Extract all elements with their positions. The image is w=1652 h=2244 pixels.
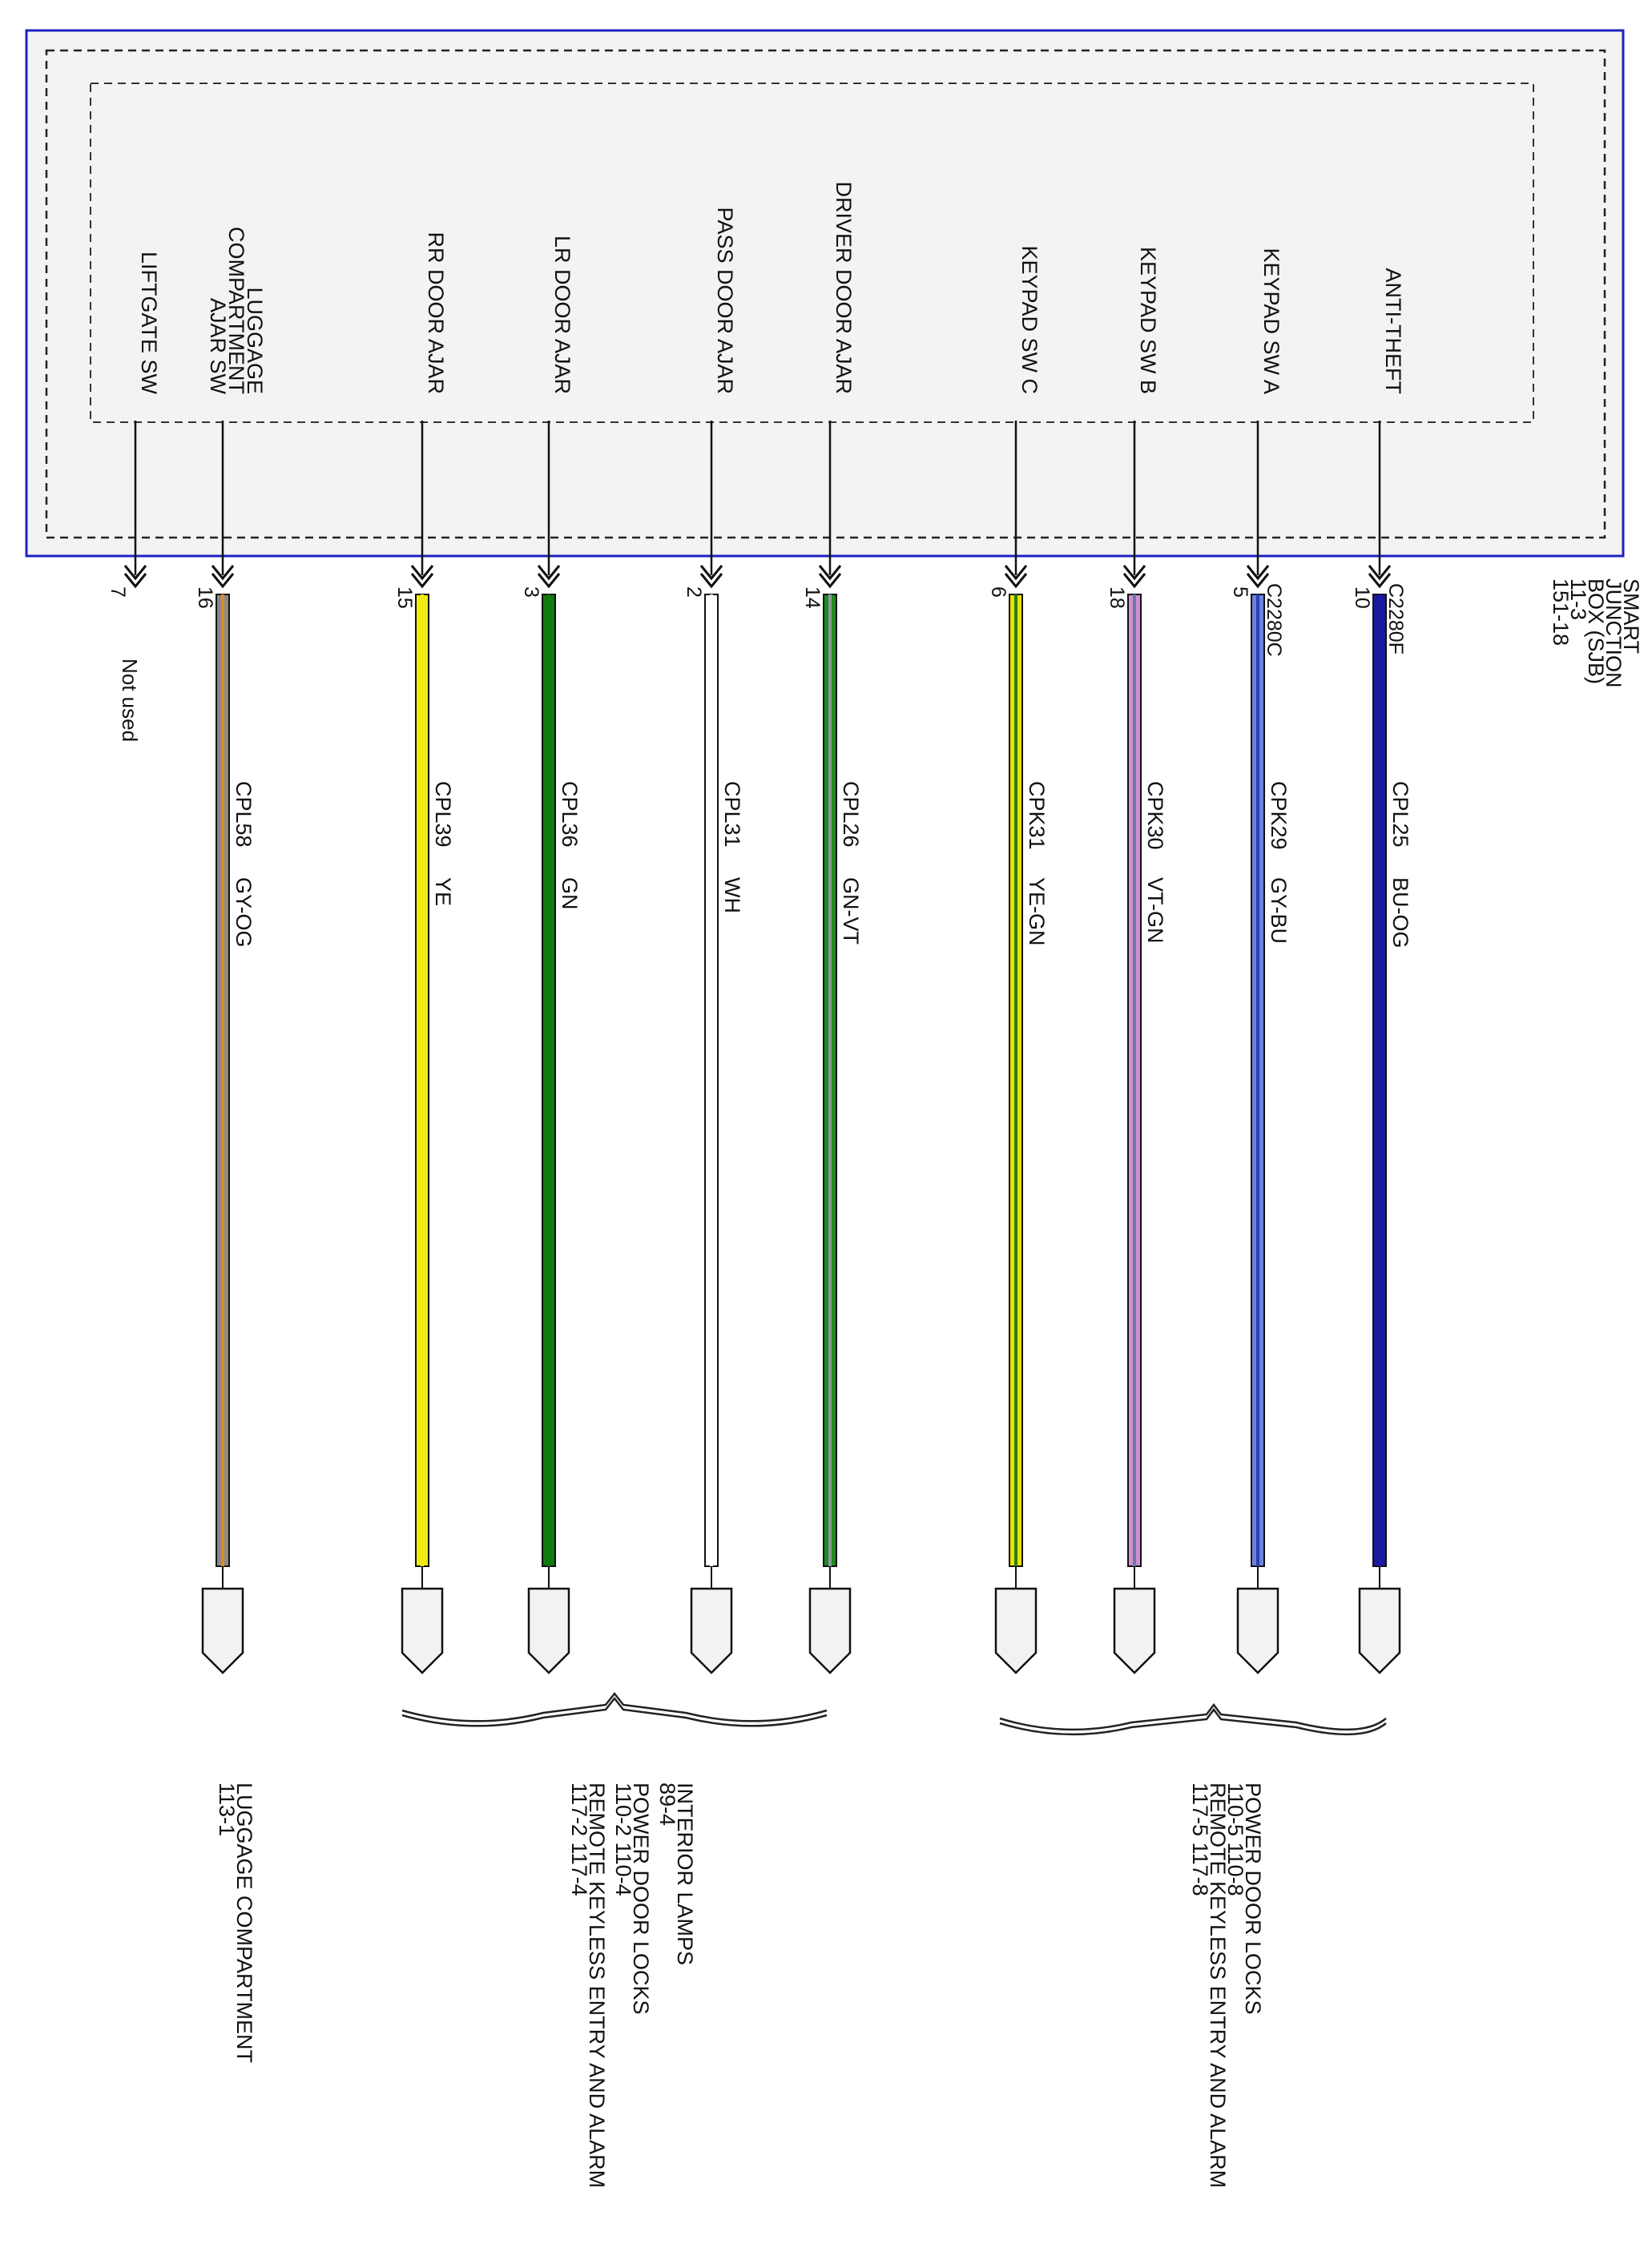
destination-line: REMOTE KEYLESS ENTRY AND ALARM [585, 1783, 609, 2189]
destination-line: 117-2 117-4 [567, 1783, 591, 1896]
function-label: RR DOOR AJAR [424, 232, 448, 394]
destination-line: 110-2 110-4 [611, 1783, 635, 1896]
wire-color: YE [431, 877, 455, 907]
pin-number: 2 [683, 586, 705, 598]
circuit-id: CPL25 [1388, 781, 1412, 848]
function-label: LR DOOR AJAR [550, 235, 574, 394]
wire-stripe [828, 594, 832, 1566]
pin-number: 15 [393, 586, 416, 609]
pin-number: 18 [1106, 586, 1128, 609]
wire-color: WH [720, 877, 744, 913]
destination-line: REMOTE KEYLESS ENTRY AND ALARM [1206, 1783, 1230, 2189]
circuit-id: CPL58 [232, 781, 256, 848]
function-label: DRIVER DOOR AJAR [832, 181, 856, 394]
function-label: KEYPAD SW A [1259, 248, 1283, 394]
wire-color: GY-BU [1267, 877, 1291, 945]
pin-number: 5 [1229, 586, 1251, 598]
wire-stripe [1256, 594, 1259, 1566]
circuit-id: CPK29 [1267, 781, 1291, 850]
pin-number: 7 [107, 586, 129, 598]
destination-group-middle [567, 1783, 697, 2188]
destination-line: 117-5 117-8 [1188, 1783, 1212, 1896]
function-label: PASS DOOR AJAR [713, 207, 737, 394]
wire-stripe [1378, 594, 1381, 1566]
pin-number: 14 [801, 586, 824, 609]
destination-group-right [1188, 1783, 1265, 2188]
wire-stripe [1014, 594, 1017, 1566]
terminal-icon [810, 1589, 850, 1673]
terminal-icon [203, 1589, 243, 1673]
wire-stripe [221, 594, 224, 1566]
pin-number: 3 [520, 586, 542, 598]
not-used-label: Not used [118, 659, 142, 743]
destination-line: 89-4 [655, 1783, 679, 1827]
sjb-label [1549, 578, 1643, 688]
destination-line: POWER DOOR LOCKS [1241, 1783, 1265, 2015]
pin-number: 10 [1351, 586, 1373, 609]
circuit-id: CPK31 [1025, 781, 1049, 850]
circuit-id: CPL39 [431, 781, 455, 848]
pin-number: 16 [194, 586, 216, 609]
terminal-icon [402, 1589, 442, 1673]
wire-color: GN-VT [839, 877, 863, 945]
destination-group-left [215, 1783, 256, 2063]
sjb-name-line: SMART [1619, 578, 1643, 655]
terminal-icon [529, 1589, 569, 1673]
function-label: KEYPAD SW B [1136, 246, 1160, 394]
terminal-icon [1360, 1589, 1400, 1673]
function-label: LIFTGATE SW [137, 251, 161, 394]
function-label: COMPARTMENT [224, 227, 248, 394]
connector-id: C2280C [1263, 583, 1285, 657]
destination-brace-right [1000, 1705, 1386, 1730]
circuit-id: CPL31 [720, 781, 744, 848]
function-label: KEYPAD SW C [1017, 245, 1042, 394]
sjb-ref-line: 11-3 [1566, 578, 1590, 621]
destination-brace-right [1000, 1710, 1386, 1734]
circuit-id: CPL36 [558, 781, 582, 848]
wire-stripe [1133, 594, 1136, 1566]
circuit-id: CPL26 [839, 781, 863, 848]
wire-stripe [421, 594, 424, 1566]
sjb-name-line: JUNCTION [1602, 578, 1626, 688]
wire-stripe [547, 594, 550, 1566]
destination-line: 110-5 110-8 [1223, 1783, 1247, 1896]
wire-color: BU-OG [1388, 877, 1412, 949]
terminal-icon [1114, 1589, 1154, 1673]
destination-line: LUGGAGE COMPARTMENT [232, 1783, 256, 2064]
wire-color: GN [558, 877, 582, 910]
wire-color: YE-GN [1025, 877, 1049, 946]
sjb-ref-line: 151-18 [1549, 578, 1573, 647]
terminal-icon [691, 1589, 731, 1673]
connector-id: C2280F [1384, 583, 1407, 655]
destination-line: POWER DOOR LOCKS [629, 1783, 653, 2015]
wire-color: GY-OG [232, 877, 256, 948]
function-label: ANTI-THEFT [1381, 268, 1405, 394]
function-label: LUGGAGE [243, 287, 267, 394]
wire-stripe [710, 594, 713, 1566]
sjb-name-line: BOX (SJB) [1584, 578, 1608, 685]
destination-line: 113-1 [215, 1783, 239, 1837]
circuit-id: CPK30 [1143, 781, 1167, 850]
terminal-icon [996, 1589, 1036, 1673]
destination-line: INTERIOR LAMPS [673, 1783, 697, 1966]
terminal-icon [1238, 1589, 1278, 1673]
function-label: AJAR SW [206, 297, 230, 394]
pin-number: 6 [987, 586, 1009, 598]
wire-color: VT-GN [1143, 877, 1167, 944]
